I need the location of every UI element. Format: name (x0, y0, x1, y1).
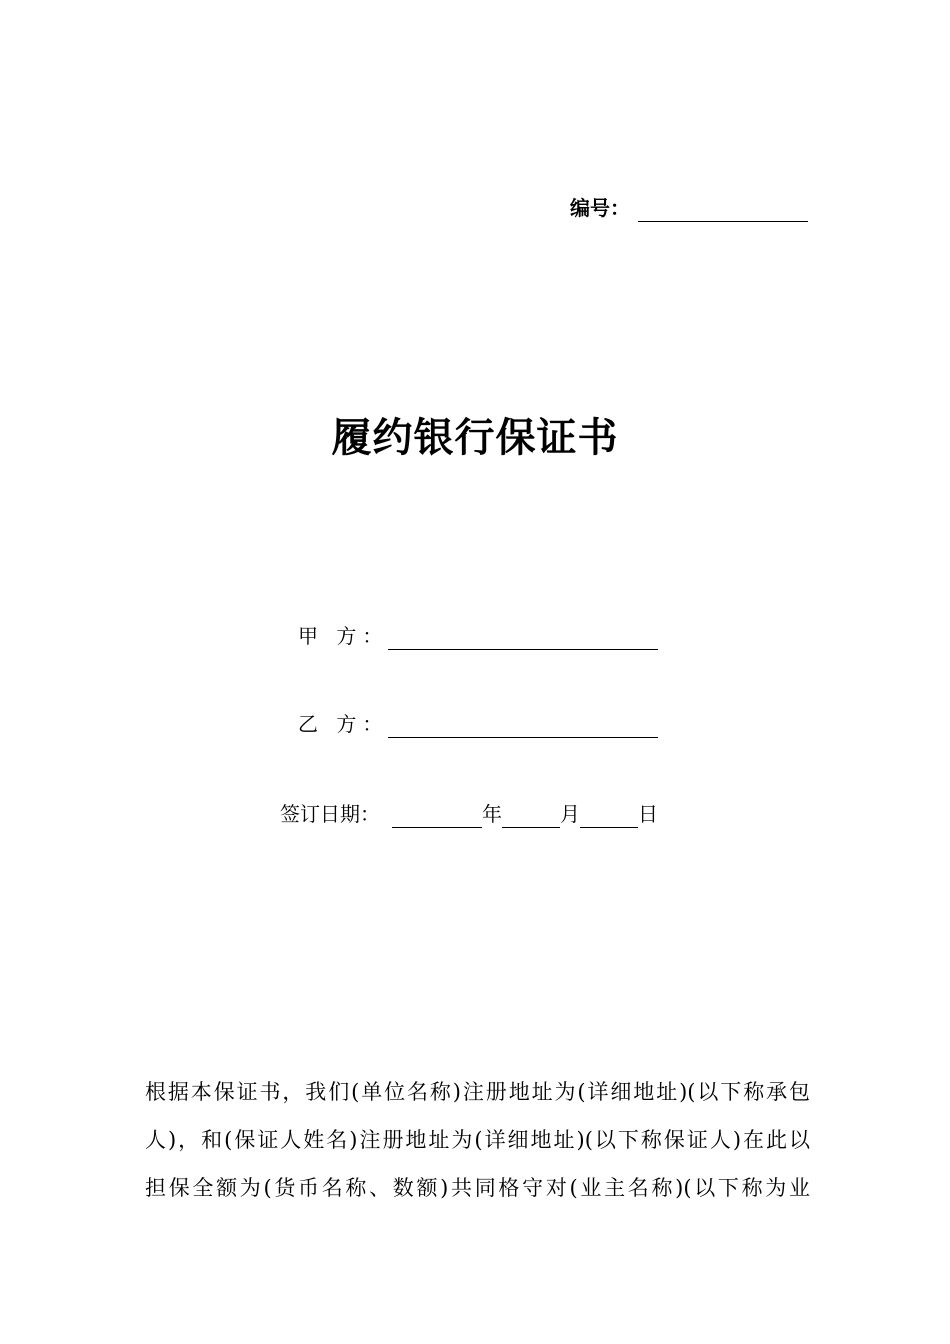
party-a-label: 甲 方： (298, 624, 389, 648)
body-line: 担保全额为(货币名称、数额)共同格守对(业主名称)(以下称为业 (145, 1176, 810, 1200)
signing-date-field (280, 794, 680, 828)
signing-year-label: 年 (482, 802, 502, 826)
signing-month-blank[interactable] (502, 805, 560, 828)
party-b-blank[interactable] (388, 715, 658, 738)
document-number-field (570, 188, 810, 222)
document-number-blank[interactable] (638, 197, 808, 222)
document-number-label: 编号： (570, 196, 630, 220)
document-title: 履约银行保证书 (331, 415, 619, 461)
body-line: 根据本保证书，我们(单位名称)注册地址为(详细地址)(以下称承包 (145, 1080, 810, 1104)
party-b-label: 乙 方： (298, 712, 389, 736)
signing-date-label: 签订日期： (280, 802, 380, 826)
signing-day-blank[interactable] (580, 805, 638, 828)
signing-day-label: 日 (638, 802, 658, 826)
body-line: 人)，和(保证人姓名)注册地址为(详细地址)(以下称保证人)在此以 (145, 1128, 810, 1152)
party-b-field (298, 704, 658, 738)
signing-month-label: 月 (560, 802, 580, 826)
party-a-blank[interactable] (388, 627, 658, 650)
signing-year-blank[interactable] (392, 805, 482, 828)
guarantee-body-paragraph (145, 1068, 810, 1212)
party-a-field (298, 616, 658, 650)
